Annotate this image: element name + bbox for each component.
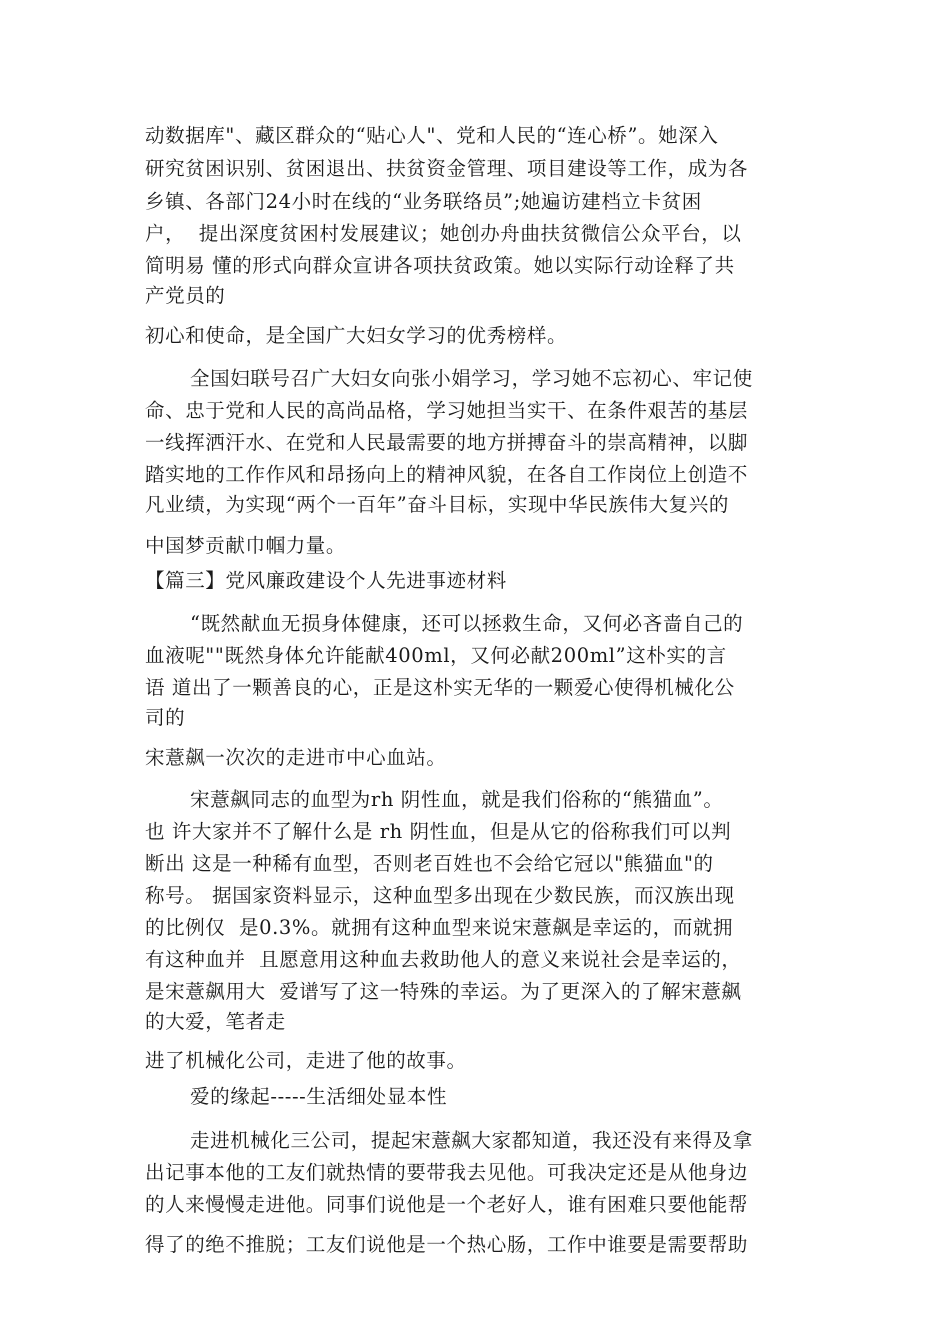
text-line: 司的 xyxy=(145,706,186,729)
text-line: 户， 提出深度贫困村发展建议；她创办舟曲扶贫微信公众平台，以 xyxy=(145,222,742,245)
text-line: 的人来慢慢走进他。同事们说他是一个老好人，谁有困难只要他能帮 xyxy=(145,1193,749,1216)
paragraph-first-line: 宋薏飙同志的血型为rh 阴性血，就是我们俗称的“熊猫血”。 xyxy=(190,788,724,811)
text-line: 中国梦贡献巾帼力量。 xyxy=(145,534,347,557)
text-line: 得了的绝不推脱；工友们说他是一个热心肠，工作中谁要是需要帮助 xyxy=(145,1233,749,1256)
text-line: 也 许大家并不了解什么是 rh 阴性血，但是从它的俗称我们可以判 xyxy=(145,820,732,843)
section-heading: 【篇三】党风廉政建设个人先进事迹材料 xyxy=(145,569,507,592)
text-line: 是宋薏飙用大 爱谱写了这一特殊的幸运。为了更深入的了解宋薏飙 xyxy=(145,980,742,1003)
paragraph-first-line: 走进机械化三公司，提起宋薏飙大家都知道，我还没有来得及拿 xyxy=(190,1129,753,1152)
text-line: 有这种血并 且愿意用这种血去救助他人的意义来说社会是幸运的， xyxy=(145,948,742,971)
text-line: 进了机械化公司，走进了他的故事。 xyxy=(145,1049,467,1072)
text-line: 语 道出了一颗善良的心，正是这朴实无华的一颗爱心使得机械化公 xyxy=(145,676,735,699)
text-line: 血液呢""既然身体允许能献400ml，又何必献200ml”这朴实的言 xyxy=(145,644,727,667)
text-line: 乡镇、各部门24小时在线的“业务联络员”;她遍访建档立卡贫困 xyxy=(145,190,702,213)
text-line: 断出 这是一种稀有血型，否则老百姓也不会给它冠以"熊猫血"的 xyxy=(145,852,714,875)
subheading: 爱的缘起-----生活细处显本性 xyxy=(190,1085,448,1108)
text-line: 宋薏飙一次次的走进市中心血站。 xyxy=(145,746,447,769)
text-line: 一线挥洒汗水、在党和人民最需要的地方拼搏奋斗的崇高精神，以脚 xyxy=(145,431,749,454)
text-line: 动数据库"、藏区群众的“贴心人"、党和人民的“连心桥”。她深入 xyxy=(145,124,719,147)
text-line: 的比例仅 是0.3%。就拥有这种血型来说宋薏飙是幸运的，而就拥 xyxy=(145,916,734,939)
paragraph-first-line: “既然献血无损身体健康，还可以拯救生命，又何必吝啬自己的 xyxy=(190,612,744,635)
text-line: 产党员的 xyxy=(145,284,226,307)
text-line: 称号。 据国家资料显示，这种血型多出现在少数民族，而汉族出现 xyxy=(145,884,735,907)
text-line: 凡业绩，为实现“两个一百年”奋斗目标，实现中华民族伟大复兴的 xyxy=(145,493,729,516)
text-line: 简明易 懂的形式向群众宣讲各项扶贫政策。她以实际行动诠释了共 xyxy=(145,254,735,277)
paragraph-first-line: 全国妇联号召广大妇女向张小娟学习，学习她不忘初心、牢记使 xyxy=(190,367,753,390)
text-line: 研究贫困识别、贫困退出、扶贫资金管理、项目建设等工作，成为各 xyxy=(145,157,749,180)
text-line: 出记事本他的工友们就热情的要带我去见他。可我决定还是从他身边 xyxy=(145,1161,749,1184)
text-line: 命、忠于党和人民的高尚品格，学习她担当实干、在条件艰苦的基层 xyxy=(145,399,749,422)
text-line: 初心和使命，是全国广大妇女学习的优秀榜样。 xyxy=(145,324,568,347)
text-line: 的大爱，笔者走 xyxy=(145,1010,286,1033)
text-line: 踏实地的工作作风和昂扬向上的精神风貌，在各自工作岗位上创造不 xyxy=(145,463,749,486)
